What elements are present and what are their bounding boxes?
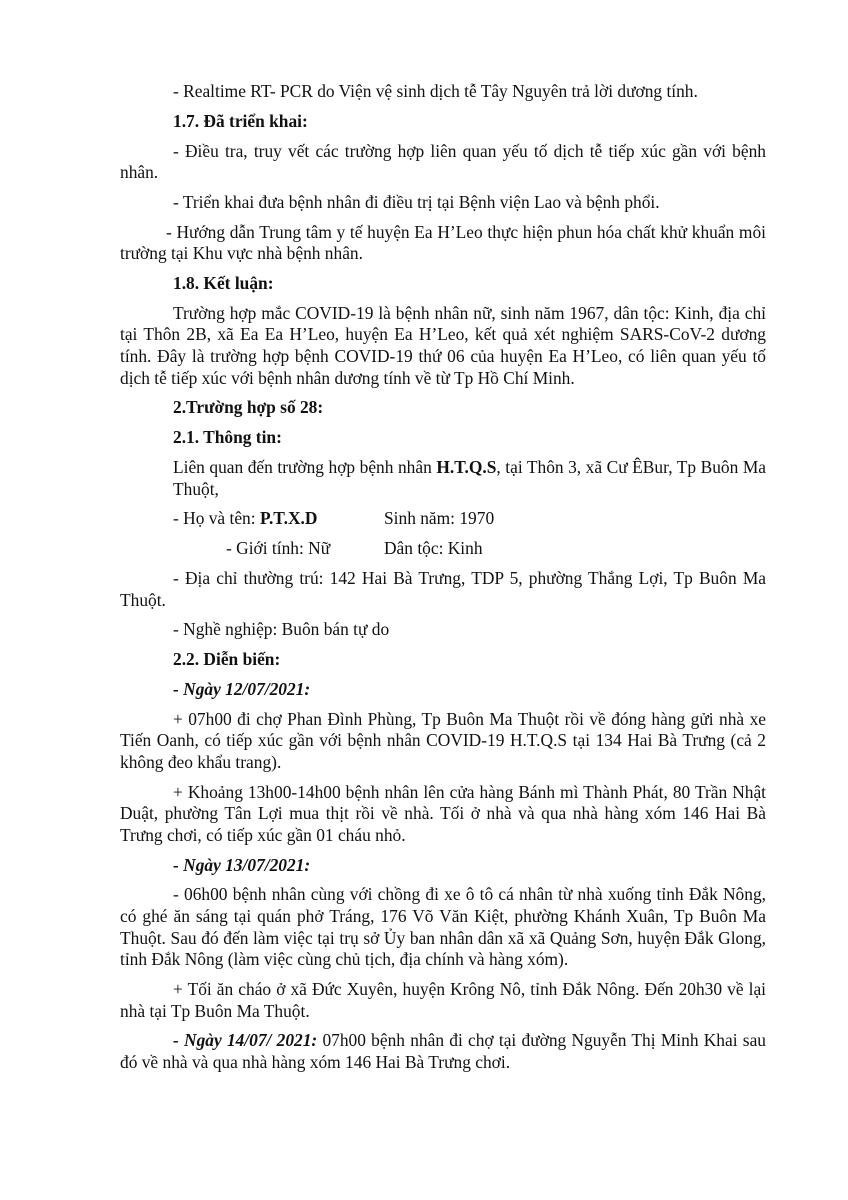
date-heading [120, 679, 766, 701]
heading-text: 1.7. Đã triển khai: [173, 110, 308, 131]
paragraph: - 06h00 bệnh nhân cùng với chồng đi xe ô tô cá nhân từ nhà xuống tỉnh Đắk Nông, có ghé ăn sáng tại quán phở Tráng, 176 Võ Văn Kiệt, phường Khánh Xuân, Tp Buôn Ma Thuột. Sau đó đến làm việc tại trụ sở Ủy ban nhân dân xã xã Quảng Sơn, huyện Đắk Glong, tỉnh Đắk Nông (làm việc cùng chủ tịch, địa chính và hàng xóm). [120, 884, 766, 970]
paragraph: - Điều tra, truy vết các trường hợp liên quan yếu tố dịch tễ tiếp xúc gần với bệnh nhân. [120, 140, 766, 183]
info-line [120, 508, 766, 530]
date-text: - Ngày 12/07/2021: [173, 678, 311, 699]
heading-text: 1.8. Kết luận: [173, 273, 274, 294]
date-heading [120, 855, 766, 877]
paragraph: + Khoảng 13h00-14h00 bệnh nhân lên cửa hàng Bánh mì Thành Phát, 80 Trần Nhật Duật, phường Tân Lợi mua thịt rồi về nhà. Tối ở nhà và qua nhà hàng xóm 146 Hai Bà Trưng chơi, có tiếp xúc gần 01 cháu nhỏ. [120, 781, 766, 845]
name-value: P.T.X.D [259, 508, 318, 529]
paragraph: - Địa chỉ thường trú: 142 Hai Bà Trưng, TDP 5, phường Thắng Lợi, Tp Buôn Ma Thuột. [120, 567, 766, 610]
name-field [173, 508, 384, 530]
paragraph: - Hướng dẫn Trung tâm y tế huyện Ea H’Leo thực hiện phun hóa chất khử khuẩn môi trường tại Khu vực nhà bệnh nhân. [120, 221, 766, 264]
section-heading [120, 427, 766, 449]
section-heading [120, 649, 766, 671]
paragraph [120, 1030, 766, 1073]
text: Liên quan đến trường hợp bệnh nhân [173, 457, 437, 477]
birth-year: Sinh năm: 1970 [384, 508, 495, 529]
ethnicity: Dân tộc: Kinh [384, 538, 483, 559]
heading-text: 2.1. Thông tin: [173, 427, 282, 448]
paragraph: + 07h00 đi chợ Phan Đình Phùng, Tp Buôn Ma Thuột rồi về đóng hàng gửi nhà xe Tiến Oanh, có tiếp xúc gần với bệnh nhân COVID-19 H.T.Q.S tại 134 Hai Bà Trưng (cả 2 không đeo khẩu trang). [120, 708, 766, 772]
document-page [120, 81, 766, 1082]
section-heading [120, 111, 766, 133]
text: 07h00 bệnh nhân đi chợ tại đường Nguyễn Thị Minh Khai sau đó về nhà và qua nhà hàng xóm 146 Hai Bà Trưng chơi. [120, 1030, 766, 1072]
heading-text: 2.2. Diễn biến: [173, 649, 281, 670]
paragraph: Trường hợp mắc COVID-19 là bệnh nhân nữ, sinh năm 1967, dân tộc: Kinh, địa chỉ tại Thôn 2B, xã Ea Ea H’Leo, huyện Ea H’Leo, kết quả xét nghiệm SARS-CoV-2 dương tính. Đây là trường hợp bệnh COVID-19 thứ 06 của huyện Ea H’Leo, có liên quan yếu tố dịch tễ tiếp xúc với bệnh nhân dương tính về từ Tp Hồ Chí Minh. [120, 302, 766, 388]
paragraph: - Triển khai đưa bệnh nhân đi điều trị tại Bệnh viện Lao và bệnh phổi. [173, 191, 660, 212]
paragraph: - Realtime RT- PCR do Viện vệ sinh dịch tễ Tây Nguyên trả lời dương tính. [173, 81, 698, 101]
text: , tại Thôn 3, xã Cư ÊBur, Tp Buôn Ma Thuột, [173, 457, 766, 499]
paragraph: + Tối ăn cháo ở xã Đức Xuyên, huyện Krông Nô, tỉnh Đắk Nông. Đến 20h30 về lại nhà tại Tp Buôn Ma Thuột. [120, 978, 766, 1021]
heading-text: 2.Trường hợp số 28: [173, 397, 324, 418]
gender: - Giới tính: Nữ [226, 538, 331, 559]
paragraph [120, 457, 766, 500]
section-heading [120, 273, 766, 295]
section-heading [120, 397, 766, 419]
date-text: - Ngày 13/07/2021: [173, 854, 311, 875]
name-label: - Họ và tên: [173, 508, 260, 529]
date-text: - Ngày 14/07/ 2021: [173, 1030, 318, 1051]
paragraph: - Nghề nghiệp: Buôn bán tự do [173, 619, 390, 640]
patient-code: H.T.Q.S [436, 457, 497, 477]
info-line [120, 538, 766, 560]
